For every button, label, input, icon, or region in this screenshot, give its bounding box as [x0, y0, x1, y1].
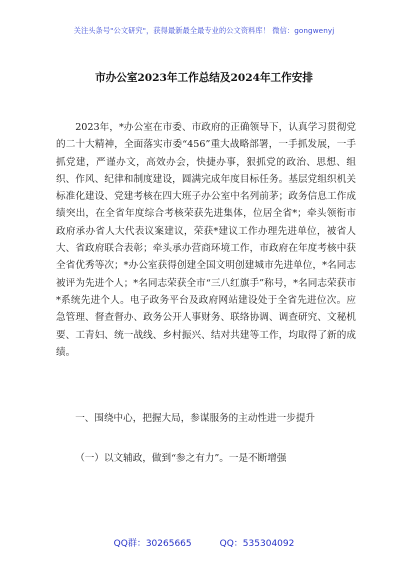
body-paragraph-1: 2023年，*办公室在市委、市政府的正确领导下，认真学习贯彻党的二十大精神，全面落实市委“456”重大战略部署，一手抓发展，一手抓党建，严谨办文，高效办会，快捷办事，狠抓党的政治、思想、组织、作风、纪律和制度建设，圆满完成年度目标任务。基层党组织机关标准化建设、党建考核在四大班子办公室中名列前茅；政务信息工作成绩突出，在全省年度综合考核荣获先进集体，位居全省*；牵头领衔市政府承办省人大代表议案建议，荣获*建议工作办理先进单位，被省人大、省政府联合表彰；牵头承办营商环境工作，市政府在年度考核中获全省优秀等次；*办公室获得创建全国文明创建城市先进单位，*名同志被评为先进个人；*名同志荣获全市“三八红旗手”称号，*名同志荣获市*系统先进个人。电子政务平台及政府网站建设处于全省先进位次。应急管理、督查督办、政务公开人事财务、联络协调、调查研究、文秘机要、工青妇、统一战线、乡村振兴、结对共建等工作，均取得了新的成绩。	[56, 122, 356, 358]
subsection-heading-1: （一）以文辅政，做到“参之有力”。一是不断增强	[75, 453, 287, 464]
footer-qq-number: QQ：535304092	[219, 539, 295, 549]
footer-qq-group: QQ群：30265665	[113, 539, 192, 549]
top-banner	[0, 0, 408, 62]
document-title: 市办公室2023年工作总结及2024年工作安排	[95, 72, 313, 84]
section-heading-1: 一、围绕中心，把握大局，参谋服务的主动性进一步提升	[75, 413, 316, 424]
banner-text: 关注头条号"公文研究"，获得最新最全最专业的公文资料库！ 微信：gongwenyj	[73, 26, 335, 35]
footer-contact	[0, 536, 408, 549]
